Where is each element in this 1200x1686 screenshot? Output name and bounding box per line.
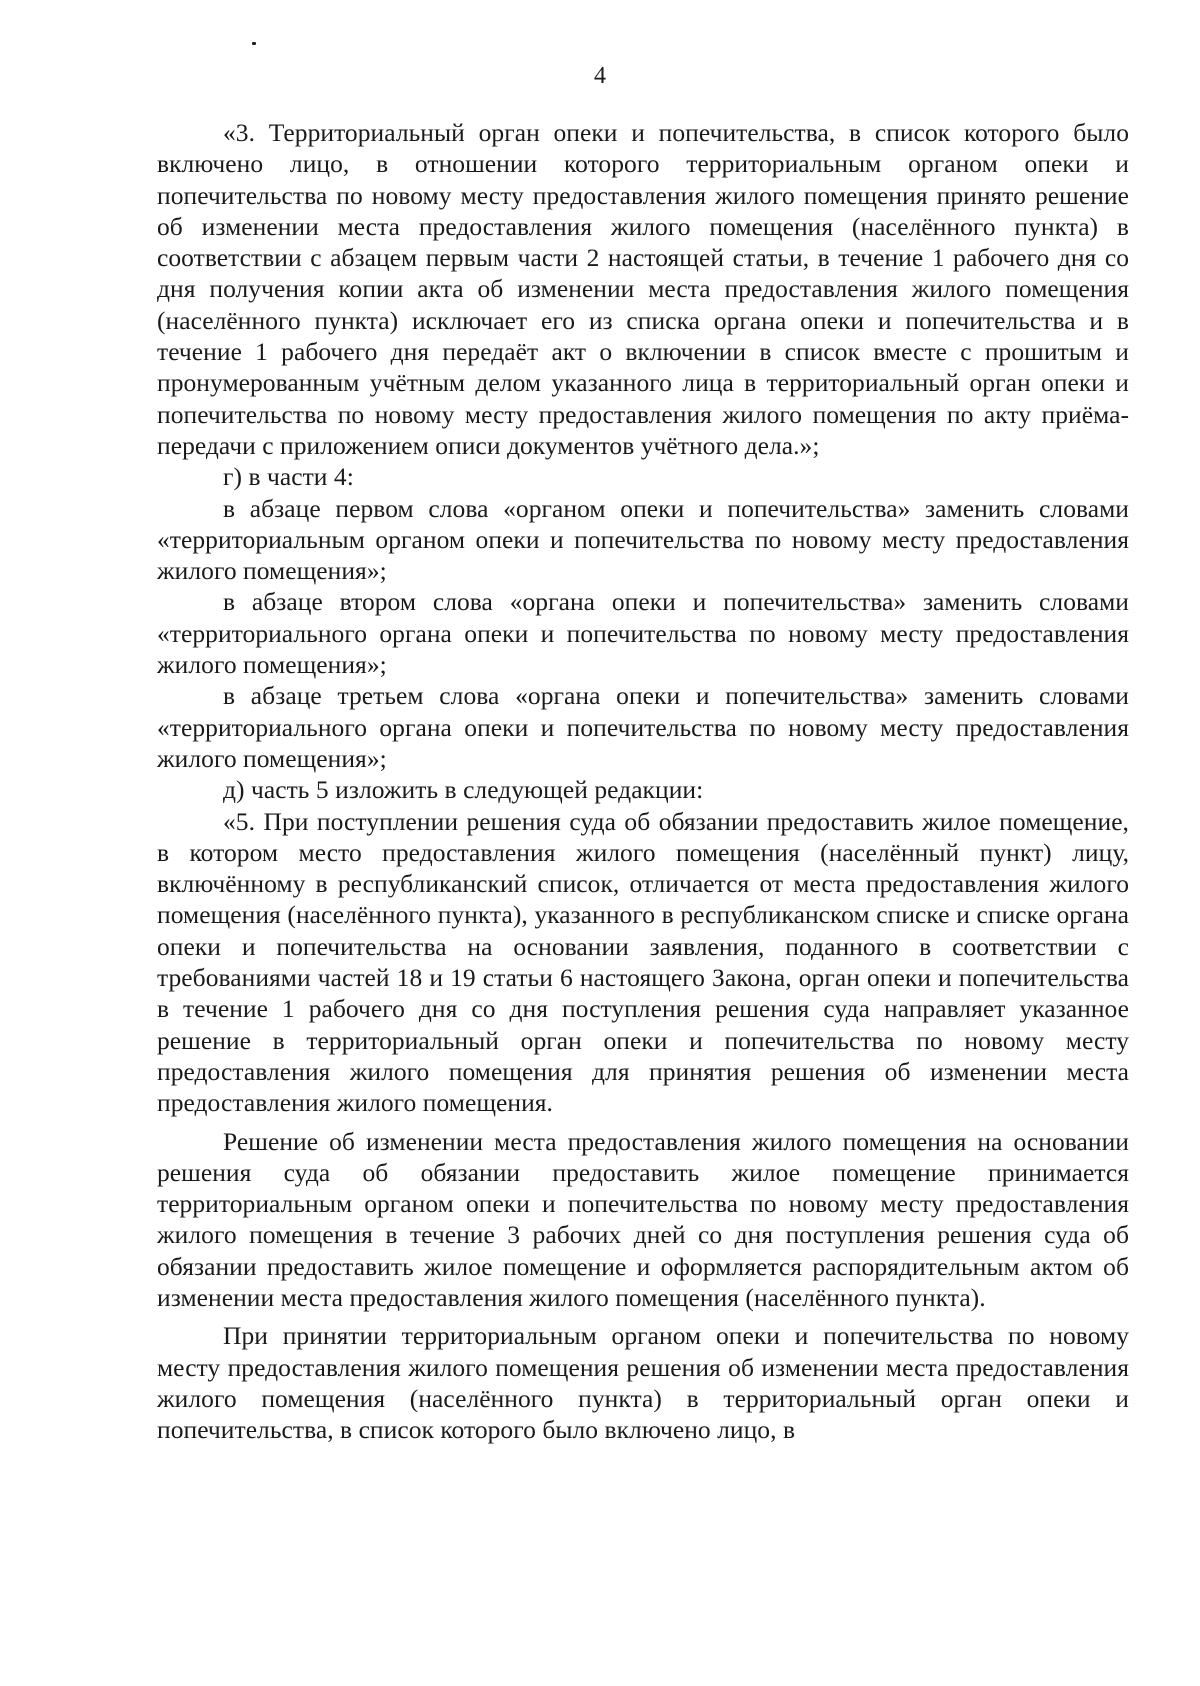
document-body	[157, 117, 1129, 1445]
paragraph-part-5: «5. При поступлении решения суда об обязании предоставить жилое помещение, в котором место предоставления жилого помещения (населённый пункт) лицу, включённому в республиканский список, отличается от места предоставления жилого помещения (населённого пункта), указанного в республиканском списке и списке органа опеки и попечительства на основании заявления, поданного в соответствии с требованиями частей 18 и 19 статьи 6 настоящего Закона, орган опеки и попечительства в течение 1 рабочего дня со дня поступления решения суда направляет указанное решение в территориальный орган опеки и попечительства по новому месту предоставления жилого помещения для принятия решения об изменении места предоставления жилого помещения.	[157, 806, 1129, 1118]
page-number: 4	[594, 63, 606, 89]
paragraph-decision: Решение об изменении места предоставления жилого помещения на основании решения суда об обязании предоставить жилое помещение принимается территориальным органом опеки и попечительства по новому месту предоставления жилого помещения в течение 3 рабочих дней со дня поступления решения суда об обязании предоставить жилое помещение и оформляется распорядительным актом об изменении места предоставления жилого помещения (населённого пункта).	[157, 1126, 1129, 1312]
paragraph-part-3: «3. Территориальный орган опеки и попечительства, в список которого было включено лицо, в отношении которого территориальным органом опеки и попечительства по новому месту предоставления жилого помещения принято решение об изменении места предоставления жилого помещения (населённого пункта) в соответствии с абзацем первым части 2 настоящей статьи, в течение 1 рабочего дня со дня получения копии акта об изменении места предоставления жилого помещения (населённого пункта) исключает его из списка органа опеки и попечительства и в течение 1 рабочего дня передаёт акт о включении в список вместе с прошитым и пронумерованным учётным делом указанного лица в территориальный орган опеки и попечительства по новому месту предоставления жилого помещения по акту приёма-передачи с приложением описи документов учётного дела.»;	[157, 118, 1129, 460]
paragraph-sub-g: г) в части 4:	[223, 462, 354, 492]
paragraph-abzac-1: в абзаце первом слова «органом опеки и попечительства» заменить словами «территориальным органом опеки и попечительства по новому месту предоставления жилого помещения»;	[157, 493, 1129, 586]
paragraph-abzac-3: в абзаце третьем слова «органа опеки и попечительства» заменить словами «территориального органа опеки и попечительства по новому месту предоставления жилого помещения»;	[157, 681, 1129, 773]
paragraph-sub-d: д) часть 5 изложить в следующей редакции:	[223, 775, 704, 805]
scan-mark	[252, 42, 256, 45]
paragraph-abzac-2: в абзаце втором слова «органа опеки и попечительства» заменить словами «территориального органа опеки и попечительства по новому месту предоставления жилого помещения»;	[157, 587, 1129, 680]
paragraph-acceptance: При принятии территориальным органом опеки и попечительства по новому месту предоставления жилого помещения решения об изменении места предоставления жилого помещения (населённого пункта) в территориальный орган опеки и попечительства, в список которого было включено лицо, в	[157, 1321, 1129, 1445]
